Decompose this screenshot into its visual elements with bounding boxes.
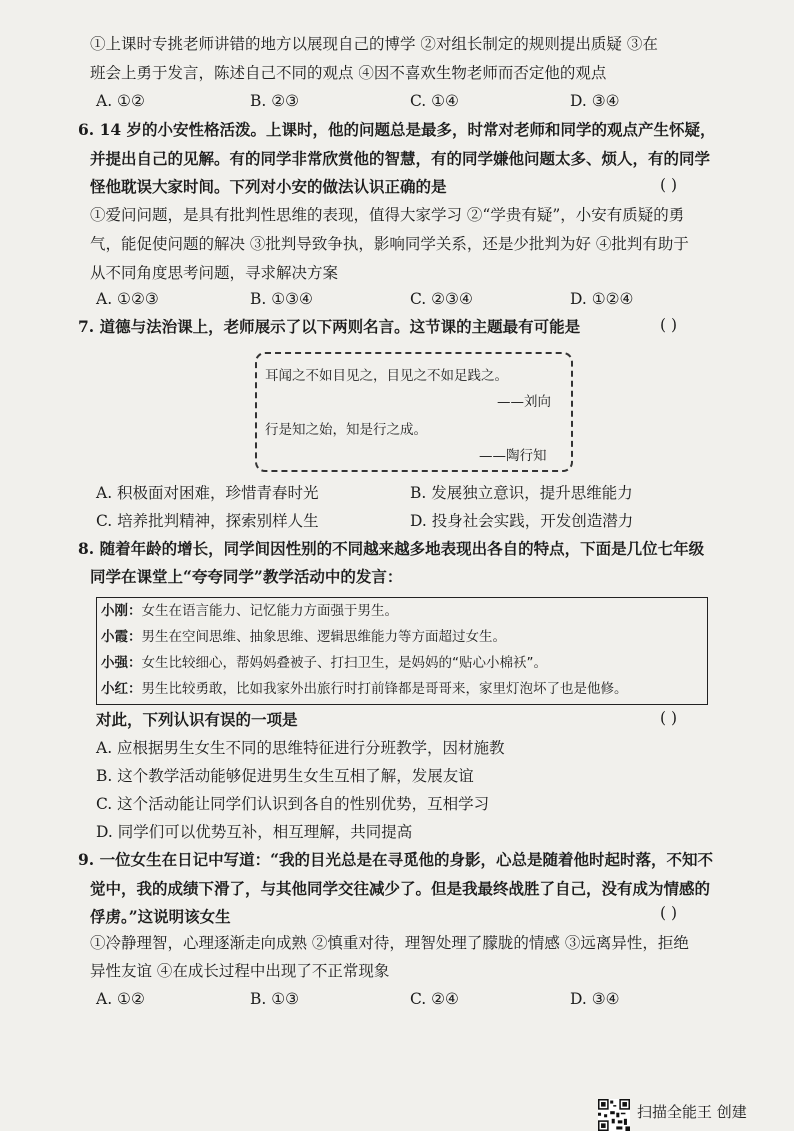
q6-option-b: B. ①③④ [250, 290, 313, 308]
q5-option-a: A. ①② [96, 92, 145, 110]
q8-option-c: C. 这个活动能让同学们认识到各自的性别优势，互相学习 [96, 795, 490, 813]
q9-option-b: B. ①③ [250, 990, 300, 1008]
remark-row [97, 650, 711, 676]
q7-answer-paren: ( ) [660, 316, 678, 334]
q6-option-a: A. ①②③ [96, 290, 159, 308]
q8-option-d: D. 同学们可以优势互补，相互理解，共同提高 [96, 823, 413, 841]
speaker-name: 小红： [101, 681, 142, 697]
speaker-name: 小强： [101, 655, 142, 671]
q5-option-b: B. ②③ [250, 92, 300, 110]
q6-answer-paren: ( ) [660, 176, 678, 194]
author-tao-xingzhi: ——陶行知 [479, 448, 547, 464]
q8-option-b: B. 这个教学活动能够促进男生女生互相了解，发展友谊 [96, 767, 474, 785]
q7-option-b: B. 发展独立意识，提升思维能力 [410, 484, 633, 502]
q9-statement-line2: 异性友谊 ④在成长过程中出现了不正常现象 [90, 962, 390, 980]
q9-option-c: C. ②④ [410, 990, 459, 1008]
q8-option-a: A. 应根据男生女生不同的思维特征进行分班教学，因材施教 [96, 739, 505, 757]
q9-stem-line2: 觉中，我的成绩下滑了，与其他同学交往减少了。但是我最终战胜了自己，没有成为情感的 [90, 879, 711, 898]
q7-option-a: A. 积极面对困难，珍惜青春时光 [96, 484, 319, 502]
q8-answer-paren: ( ) [660, 709, 678, 727]
author-liu-xiang: ——刘向 [497, 394, 551, 410]
remark-text: 女生在语言能力、记忆能力方面强于男生。 [141, 603, 398, 619]
remark-row [97, 598, 711, 624]
q9-option-a: A. ①② [96, 990, 145, 1008]
remark-text: 女生比较细心，帮妈妈叠被子、打扫卫生，是妈妈的“贴心小棉袄”。 [141, 655, 547, 671]
q6-option-d: D. ①②④ [570, 290, 634, 308]
quote-tao-xingzhi: 行是知之始，知是行之成。 [265, 422, 427, 438]
q5-statement-line1: ①上课时专挑老师讲错的地方以展现自己的博学 ②对组长制定的规则提出质疑 ③在 [90, 35, 658, 53]
q6-stem-line1: 6. 14 岁的小安性格活泼。上课时，他的问题总是最多，时常对老师和同学的观点产生怀疑， [78, 120, 716, 139]
q6-statement-line2: 气，能促使问题的解决 ③批判导致争执，影响同学关系，还是少批判为好 ④批判有助于 [90, 235, 689, 253]
q9-option-d: D. ③④ [570, 990, 620, 1008]
q6-statement-line3: 从不同角度思考问题，寻求解决方案 [90, 264, 339, 282]
q6-option-c: C. ②③④ [410, 290, 473, 308]
quote-box [255, 352, 573, 472]
q9-statement-line1: ①冷静理智，心理逐渐走向成熟 ②慎重对待，理智处理了朦胧的情感 ③远离异性，拒绝 [90, 934, 689, 952]
q5-statement-line2: 班会上勇于发言，陈述自己不同的观点 ④因不喜欢生物老师而否定他的观点 [90, 64, 607, 82]
q8-stem-line2: 同学在课堂上“夸夸同学”教学活动中的发言： [90, 567, 403, 586]
remark-text: 男生比较勇敢，比如我家外出旅行时打前锋都是哥哥来，家里灯泡坏了也是他修。 [141, 681, 628, 697]
q6-statement-line1: ①爱问问题，是具有批判性思维的表现，值得大家学习 ②“学贵有疑”，小安有质疑的勇 [90, 206, 685, 224]
q9-answer-paren: ( ) [660, 904, 678, 922]
q7-option-c: C. 培养批判精神，探索别样人生 [96, 512, 319, 530]
q9-stem-line1: 9. 一位女生在日记中写道：“我的目光总是在寻觅他的身影，心总是随着他时起时落，不知不 [78, 850, 713, 869]
remark-row [97, 676, 711, 702]
q8-ask: 对此，下列认识有误的一项是 [96, 710, 298, 729]
scanner-brand-label: 扫描全能王 创建 [637, 1103, 747, 1121]
q7-option-d: D. 投身社会实践，开发创造潜力 [410, 512, 634, 530]
q6-stem-line2: 并提出自己的见解。有的同学非常欣赏他的智慧，有的同学嫌他问题太多、烦人，有的同学 [90, 149, 711, 168]
speaker-name: 小刚： [101, 603, 142, 619]
qr-code-icon [598, 1099, 630, 1131]
q7-stem: 7. 道德与法治课上，老师展示了以下两则名言。这节课的主题最有可能是 [78, 317, 581, 336]
remark-row [97, 624, 711, 650]
q9-stem-line3: 俘虏。”这说明该女生 [90, 907, 231, 926]
remarks-table [96, 597, 708, 705]
remark-text: 男生在空间思维、抽象思维、逻辑思维能力等方面超过女生。 [141, 629, 506, 645]
q8-stem-line1: 8. 随着年龄的增长，同学间因性别的不同越来越多地表现出各自的特点，下面是几位七年级 [78, 539, 705, 558]
q6-stem-line3: 怪他耽误大家时间。下列对小安的做法认识正确的是 [90, 177, 447, 196]
quote-liu-xiang: 耳闻之不如目见之，目见之不如足践之。 [265, 368, 508, 384]
speaker-name: 小霞： [101, 629, 142, 645]
q5-option-c: C. ①④ [410, 92, 459, 110]
q5-option-d: D. ③④ [570, 92, 620, 110]
